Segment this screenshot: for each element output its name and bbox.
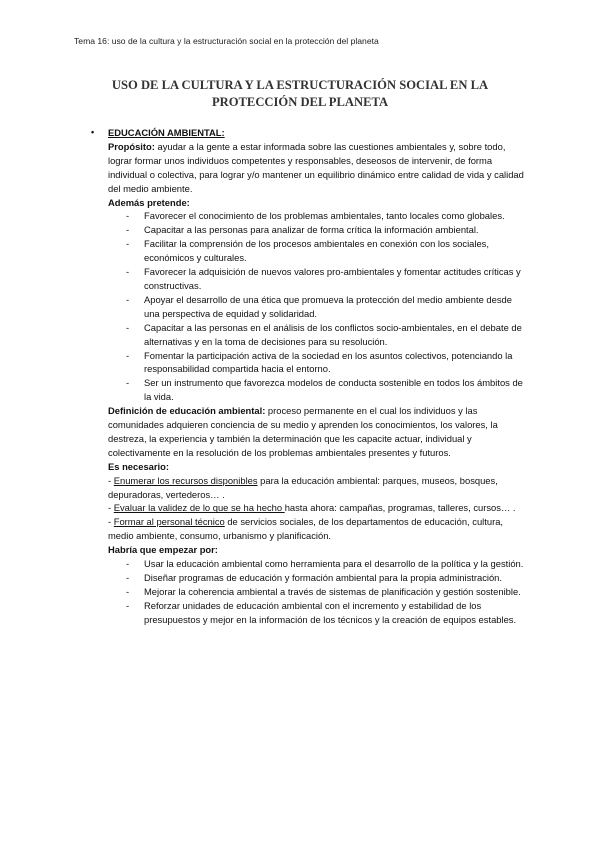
list-item-text: Usar la educación ambiental como herramienta para el desarrollo de la política y la gestión. [144,558,524,570]
list-item [126,599,528,627]
proposito-paragraph [108,140,528,196]
dash-marker: - [126,377,130,389]
list-item [126,237,528,265]
ademas-heading: Además pretende: [108,196,190,208]
definicion-text: proceso permanente en el cual los individuos y las comunidades adquieren conciencia de su medio y aprenden los conocimientos, los valores, la destreza, la experiencia y también la determinación que les capacite actuar, individual y colectivamente en la resolución de los problemas ambientales presentes y futuros. [108,405,498,458]
list-item-text: Facilitar la comprensión de los procesos ambientales en conexión con los sociales, económicos y culturales. [144,238,489,264]
dash-marker: - [126,210,130,222]
dash-marker: - [126,238,130,250]
necesario-prefix: - [108,502,114,514]
list-item [126,223,528,237]
dash-marker: - [126,585,130,597]
necesario-item [108,501,528,515]
necesario-rest: de servicios sociales, de los departamentos de educación, cultura, medio ambiente, consumo, urbanismo y planificación. [108,516,504,542]
dash-marker: - [126,293,130,305]
list-item-text: Diseñar programas de educación y formación ambiental para la propia administración. [144,572,502,583]
dash-marker: - [126,321,130,333]
dash-marker: - [126,572,130,583]
list-item [126,585,528,599]
necesario-underlined: Enumerar los recursos disponibles [113,474,258,486]
document-body [91,126,528,627]
list-item-text: Fomentar la participación activa de la sociedad en los asuntos colectivos, potenciando la responsabilidad compartida hacia el entorno. [144,349,513,375]
proposito-label: Propósito: [108,140,155,152]
list-item [126,557,528,571]
proposito-text: ayudar a la gente a estar informada sobre las cuestiones ambientales y, sobre todo, lograr formar unos individuos competentes y responsables, deseosos de intervenir, de forma individual o colectiva, para lograr y/o mantener un equilibrio dinámico entre calidad de vida y calidad del medio ambiente. [108,140,524,194]
necesario-heading: Es necesario: [108,460,169,472]
list-item [126,265,528,293]
section-title: EDUCACIÓN AMBIENTAL: [108,127,225,138]
bullet-icon: • [91,127,95,137]
list-item-text: Mejorar la coherencia ambiental a través de sistemas de planificación y gestión sostenible. [144,585,521,597]
title-line-1: USO DE LA CULTURA Y LA ESTRUCTURACIÓN SOCIAL EN LA [111,78,489,92]
definicion-paragraph [108,404,528,460]
dash-marker: - [126,558,130,570]
list-item-text: Reforzar unidades de educación ambiental con el incremento y estabilidad de los presupuestos y mejor en la información de los técnicos y la creación de equipos estables. [144,599,517,625]
dash-marker: - [126,224,130,236]
document-title [80,77,520,111]
list-item-text: Apoyar el desarrollo de una ética que promueva la protección del medio ambiente desde una perspectiva de equidad y solidaridad. [144,293,512,319]
dash-marker: - [126,266,130,278]
list-item [126,571,528,585]
necesario-underlined: Formar al personal técnico [113,516,225,528]
title-line-2: PROTECCIÓN DEL PLANETA [211,95,389,109]
list-item [126,293,528,321]
empezar-heading: Habría que empezar por: [108,544,218,556]
section-heading [91,126,528,140]
necesario-item [108,474,528,502]
necesario-rest: para la educación ambiental: parques, museos, bosques, depuradoras, vertederos… . [108,474,498,500]
definicion-label: Definición de educación ambiental: [108,405,266,417]
list-item [126,209,528,223]
dash-marker: - [126,349,130,361]
list-item-text: Capacitar a las personas para analizar de forma crítica la información ambiental. [144,224,479,236]
necesario-prefix: - [108,474,114,486]
list-item-text: Capacitar a las personas en el análisis de los conflictos socio-ambientales, en el debate de alternativas y en la toma de decisiones para su resolución. [144,321,522,347]
necesario-underlined: Evaluar la validez de lo que se ha hecho [113,502,285,514]
page-header: Tema 16: uso de la cultura y la estructuración social en la protección del planeta [74,36,379,46]
list-item-text: Favorecer la adquisición de nuevos valores pro-ambientales y fomentar actitudes críticas y constructivas. [144,266,521,291]
list-item-text: Favorecer el conocimiento de los problemas ambientales, tanto locales como globales. [144,210,505,222]
list-item [126,321,528,349]
list-item [126,349,528,377]
list-item-text: Ser un instrumento que favorezca modelos de conducta sostenible en todos los ámbitos de la vida. [144,377,523,403]
ademas-list [108,209,528,404]
necesario-prefix: - [108,516,114,528]
necesario-rest: hasta ahora: campañas, programas, talleres, cursos… . [284,502,516,514]
list-item [126,376,528,404]
necesario-item [108,515,528,543]
dash-marker: - [126,599,130,611]
empezar-list [108,557,528,627]
